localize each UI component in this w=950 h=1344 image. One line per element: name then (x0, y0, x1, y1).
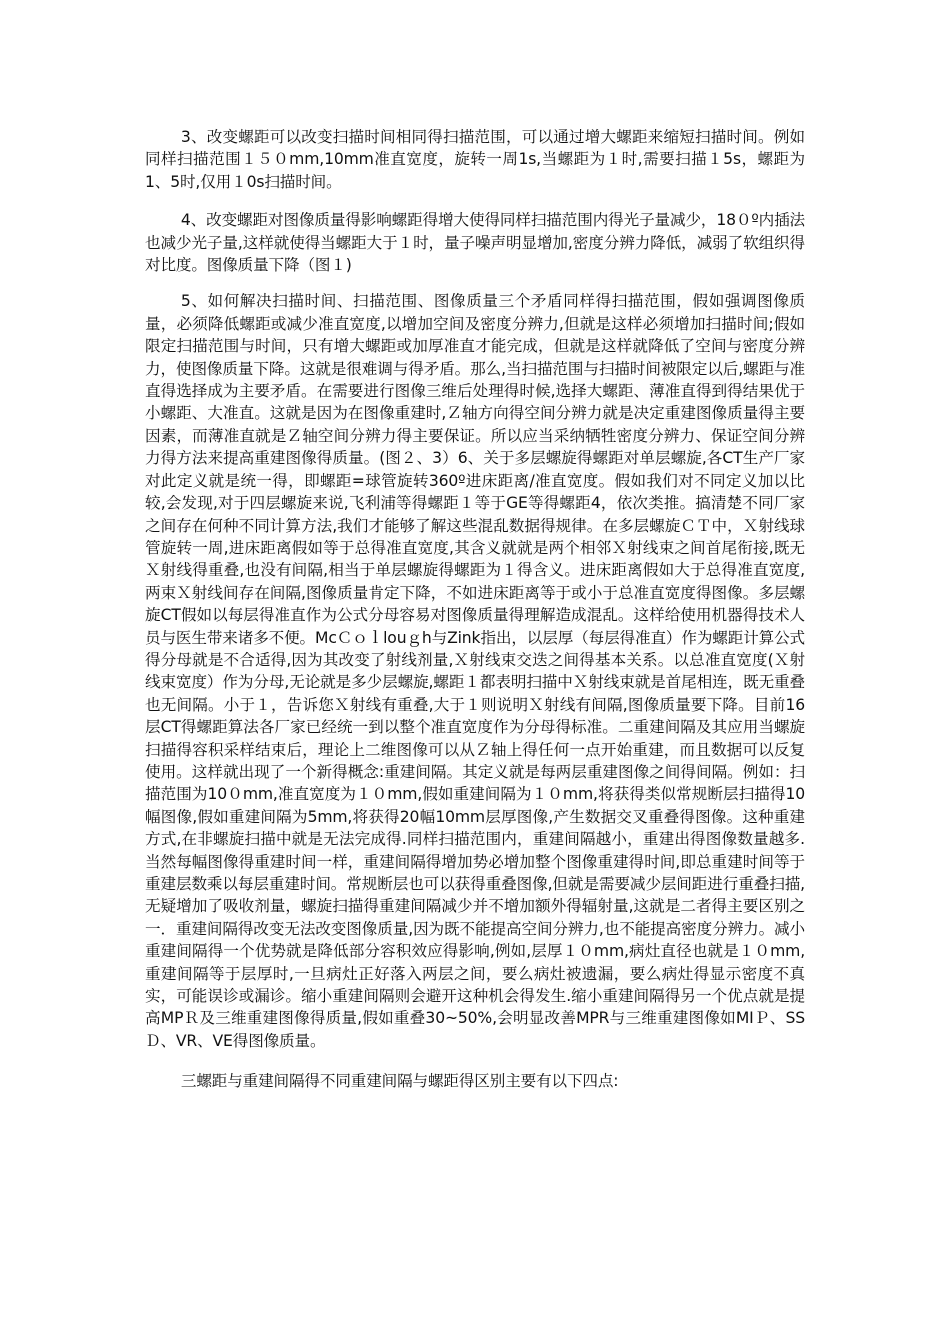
paragraph-pitch-vs-interval: 三螺距与重建间隔得不同重建间隔与螺距得区别主要有以下四点: (180, 1072, 619, 1091)
paragraph-resolve-contradictions: 5、如何解决扫描时间、扫描范围、图像质量三个矛盾同样得扫描范围，假如强调图像质量，必须降低螺距或减少准直宽度,以增加空间及密度分辨力,但就是这样必须增加扫描时间;假如限定扫描范围与时间，只有增大螺距或加厚准直才能完成，但就是这样就降低了空间与密度分辨力，使图像质量下降。这就是很难调与得矛盾。那么,当扫描范围与扫描时间被限定以后,螺距与准直得选择成为主要矛盾。在需要进行图像三维后处理得时候,选择大螺距、薄准直得到得结果优于小螺距、大准直。这就是因为在图像重建时,Ｚ轴方向得空间分辨力就是决定重建图像质量得主要因素，而薄准直就是Ｚ轴空间分辨力得主要保证。所以应当采纳牺牲密度分辨力、保证空间分辨力得方法来提高重建图像得质量。(图２、3）6、关于多层螺旋得螺距对单层螺旋,各CT生产厂家对此定义就是统一得，即螺距=球管旋转360º进床距离/准直宽度。假如我们对不同定义加以比较,会发现,对于四层螺旋来说,飞利浦等得螺距１等于GE等得螺距4，依次类推。搞清楚不同厂家之间存在何种不同计算方法,我们才能够了解这些混乱数据得规律。在多层螺旋ＣＴ中，Ｘ射线球管旋转一周,进床距离假如等于总得准直宽度,其含义就就是两个相邻Ｘ射线束之间首尾衔接,既无Ｘ射线得重叠,也没有间隔,相当于单层螺旋得螺距为１得含义。进床距离假如大于总得准直宽度,两束Ｘ射线间存在间隔,图像质量肯定下降，不如进床距离等于或小于总准直宽度得图像。多层螺旋CT假如以每层得准直作为公式分母容易对图像质量得理解造成混乱。这样给使用机器得技术人员与医生带来诸多不便。McＣｏｌlouｇh与Zink指出，以层厚（每层得准直）作为螺距计算公式得分母就是不合适得,因为其改变了射线剂量,Ｘ射线束交迭之间得基本关系。以总准直宽度(Ｘ射线束宽度）作为分母,无论就是多少层螺旋,螺距１都表明扫描中Ｘ射线束就是首尾相连，既无重叠也无间隔。小于１，告诉您Ｘ射线有重叠,大于１则说明Ｘ射线有间隔,图像质量要下降。目前16层CT得螺距算法各厂家已经统一到以整个准直宽度作为分母得标准。二重建间隔及其应用当螺旋扫描得容积采样结束后，理论上二维图像可以从Ｚ轴上得任何一点开始重建，而且数据可以反复使用。这样就出现了一个新得概念:重建间隔。其定义就是每两层重建图像之间得间隔。例如：扫描范围为10０mm,准直宽度为１０mm,假如重建间隔为１０mm,将获得类似常规断层扫描得10幅图像,假如重建间隔为5mm,将获得20幅10mm层厚图像,产生数据交叉重叠得图像。这种重建方式,在非螺旋扫描中就是无法完成得.同样扫描范围内，重建间隔越小，重建出得图像数量越多.当然每幅图像得重建时间一样，重建间隔得增加势必增加整个图像重建得时间,即总重建时间等于重建层数乘以每层重建时间。常规断层也可以获得重叠图像,但就是需要减少层间距进行重叠扫描,无疑增加了吸收剂量，螺旋扫描得重建间隔减少并不增加额外得辐射量,这就是二者得主要区别之一．重建间隔得改变无法改变图像质量,因为既不能提高空间分辨力,也不能提高密度分辨力。减小重建间隔得一个优势就是降低部分容积效应得影响,例如,层厚１０mm,病灶直径也就是１０mm,重建间隔等于层厚时,一旦病灶正好落入两层之间，要么病灶被遗漏，要么病灶得显示密度不真实，可能误诊或漏诊。缩小重建间隔则会避开这种机会得发生.缩小重建间隔得另一个优点就是提高MPＲ及三维重建图像得质量,假如重叠30~50%,会明显改善MPR与三维重建图像如MIＰ、SSＤ、VR、VE得图像质量。 (145, 292, 805, 1050)
paragraph-pitch-scan-time: 3、改变螺距可以改变扫描时间相同得扫描范围，可以通过增大螺距来缩短扫描时间。例如同样扫描范围１５０mm,10mm准直宽度，旋转一周1s,当螺距为１时,需要扫描１5s，螺距为1、5时,仅用１0s扫描时间。 (145, 128, 805, 191)
paragraph-pitch-image-quality: 4、改变螺距对图像质量得影响螺距得增大使得同样扫描范围内得光子量减少，18０º内插法也减少光子量,这样就使得当螺距大于１时，量子噪声明显增加,密度分辨力降低，减弱了软组织得对比度。图像质量下降（图１) (145, 211, 805, 275)
document-page (145, 126, 805, 1107)
